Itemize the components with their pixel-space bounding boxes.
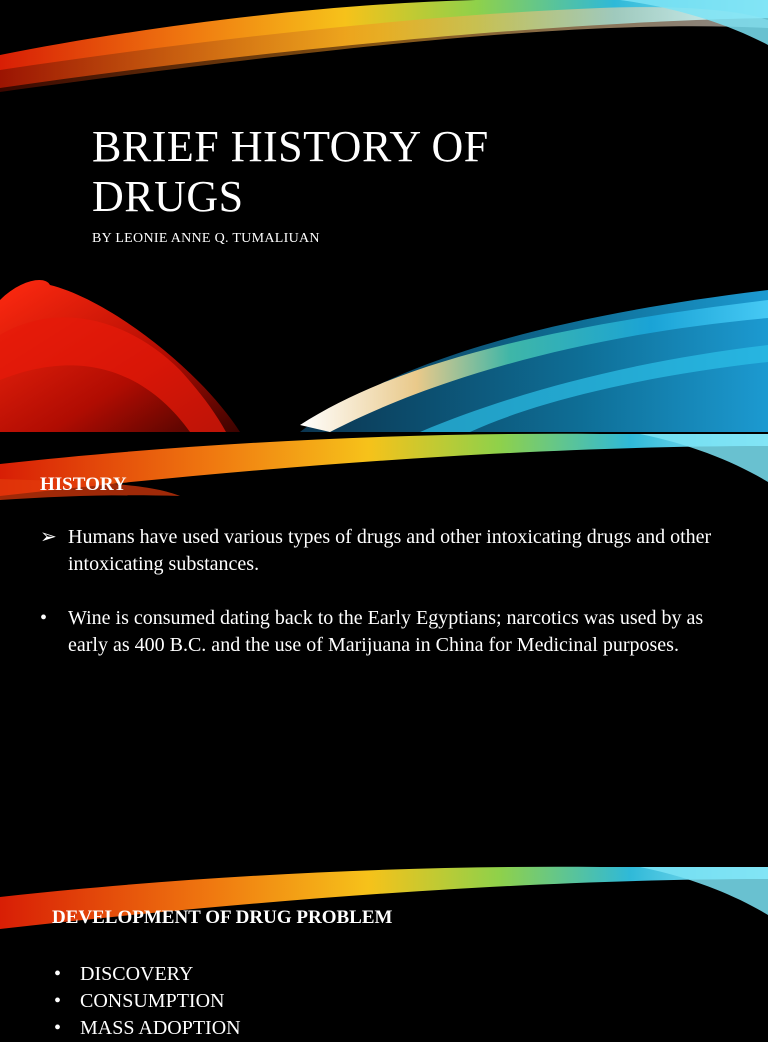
slide-heading: DEVELOPMENT OF DRUG PROBLEM	[52, 907, 393, 928]
list-item-text: DISCOVERY	[80, 963, 194, 985]
slide-heading: HISTORY	[40, 474, 127, 495]
dot-bullet-icon: •	[40, 607, 48, 629]
development-slide	[0, 867, 768, 1039]
list-item-text: Wine is consumed dating back to the Early Egyptians; narcotics was used by as early as 400 B.C. and the use of Marijuana in China for Medicinal purposes.	[68, 607, 704, 656]
slide-subtitle: BY LEONIE ANNE Q. TUMALIUAN	[92, 231, 320, 246]
history-slide	[0, 434, 768, 866]
list-item-text: MASS ADOPTION	[80, 1017, 241, 1039]
dot-bullet-icon: •	[54, 990, 62, 1012]
list-item	[52, 1015, 241, 1042]
list-item	[52, 988, 241, 1015]
title-slide	[0, 0, 768, 432]
dot-bullet-icon: •	[54, 1017, 62, 1039]
list-item-text: Humans have used various types of drugs and other intoxicating drugs and other intoxicating substances.	[68, 526, 712, 575]
arrow-bullet-icon: ➢	[40, 526, 57, 548]
slide-title: BRIEF HISTORY OF DRUGS	[92, 122, 489, 221]
slide-body	[40, 524, 745, 659]
list-item	[40, 605, 745, 659]
list-item-text: CONSUMPTION	[80, 990, 225, 1012]
list-item	[40, 524, 745, 578]
bullet-list	[52, 961, 241, 1042]
dot-bullet-icon: •	[54, 963, 62, 985]
list-item	[52, 961, 241, 988]
